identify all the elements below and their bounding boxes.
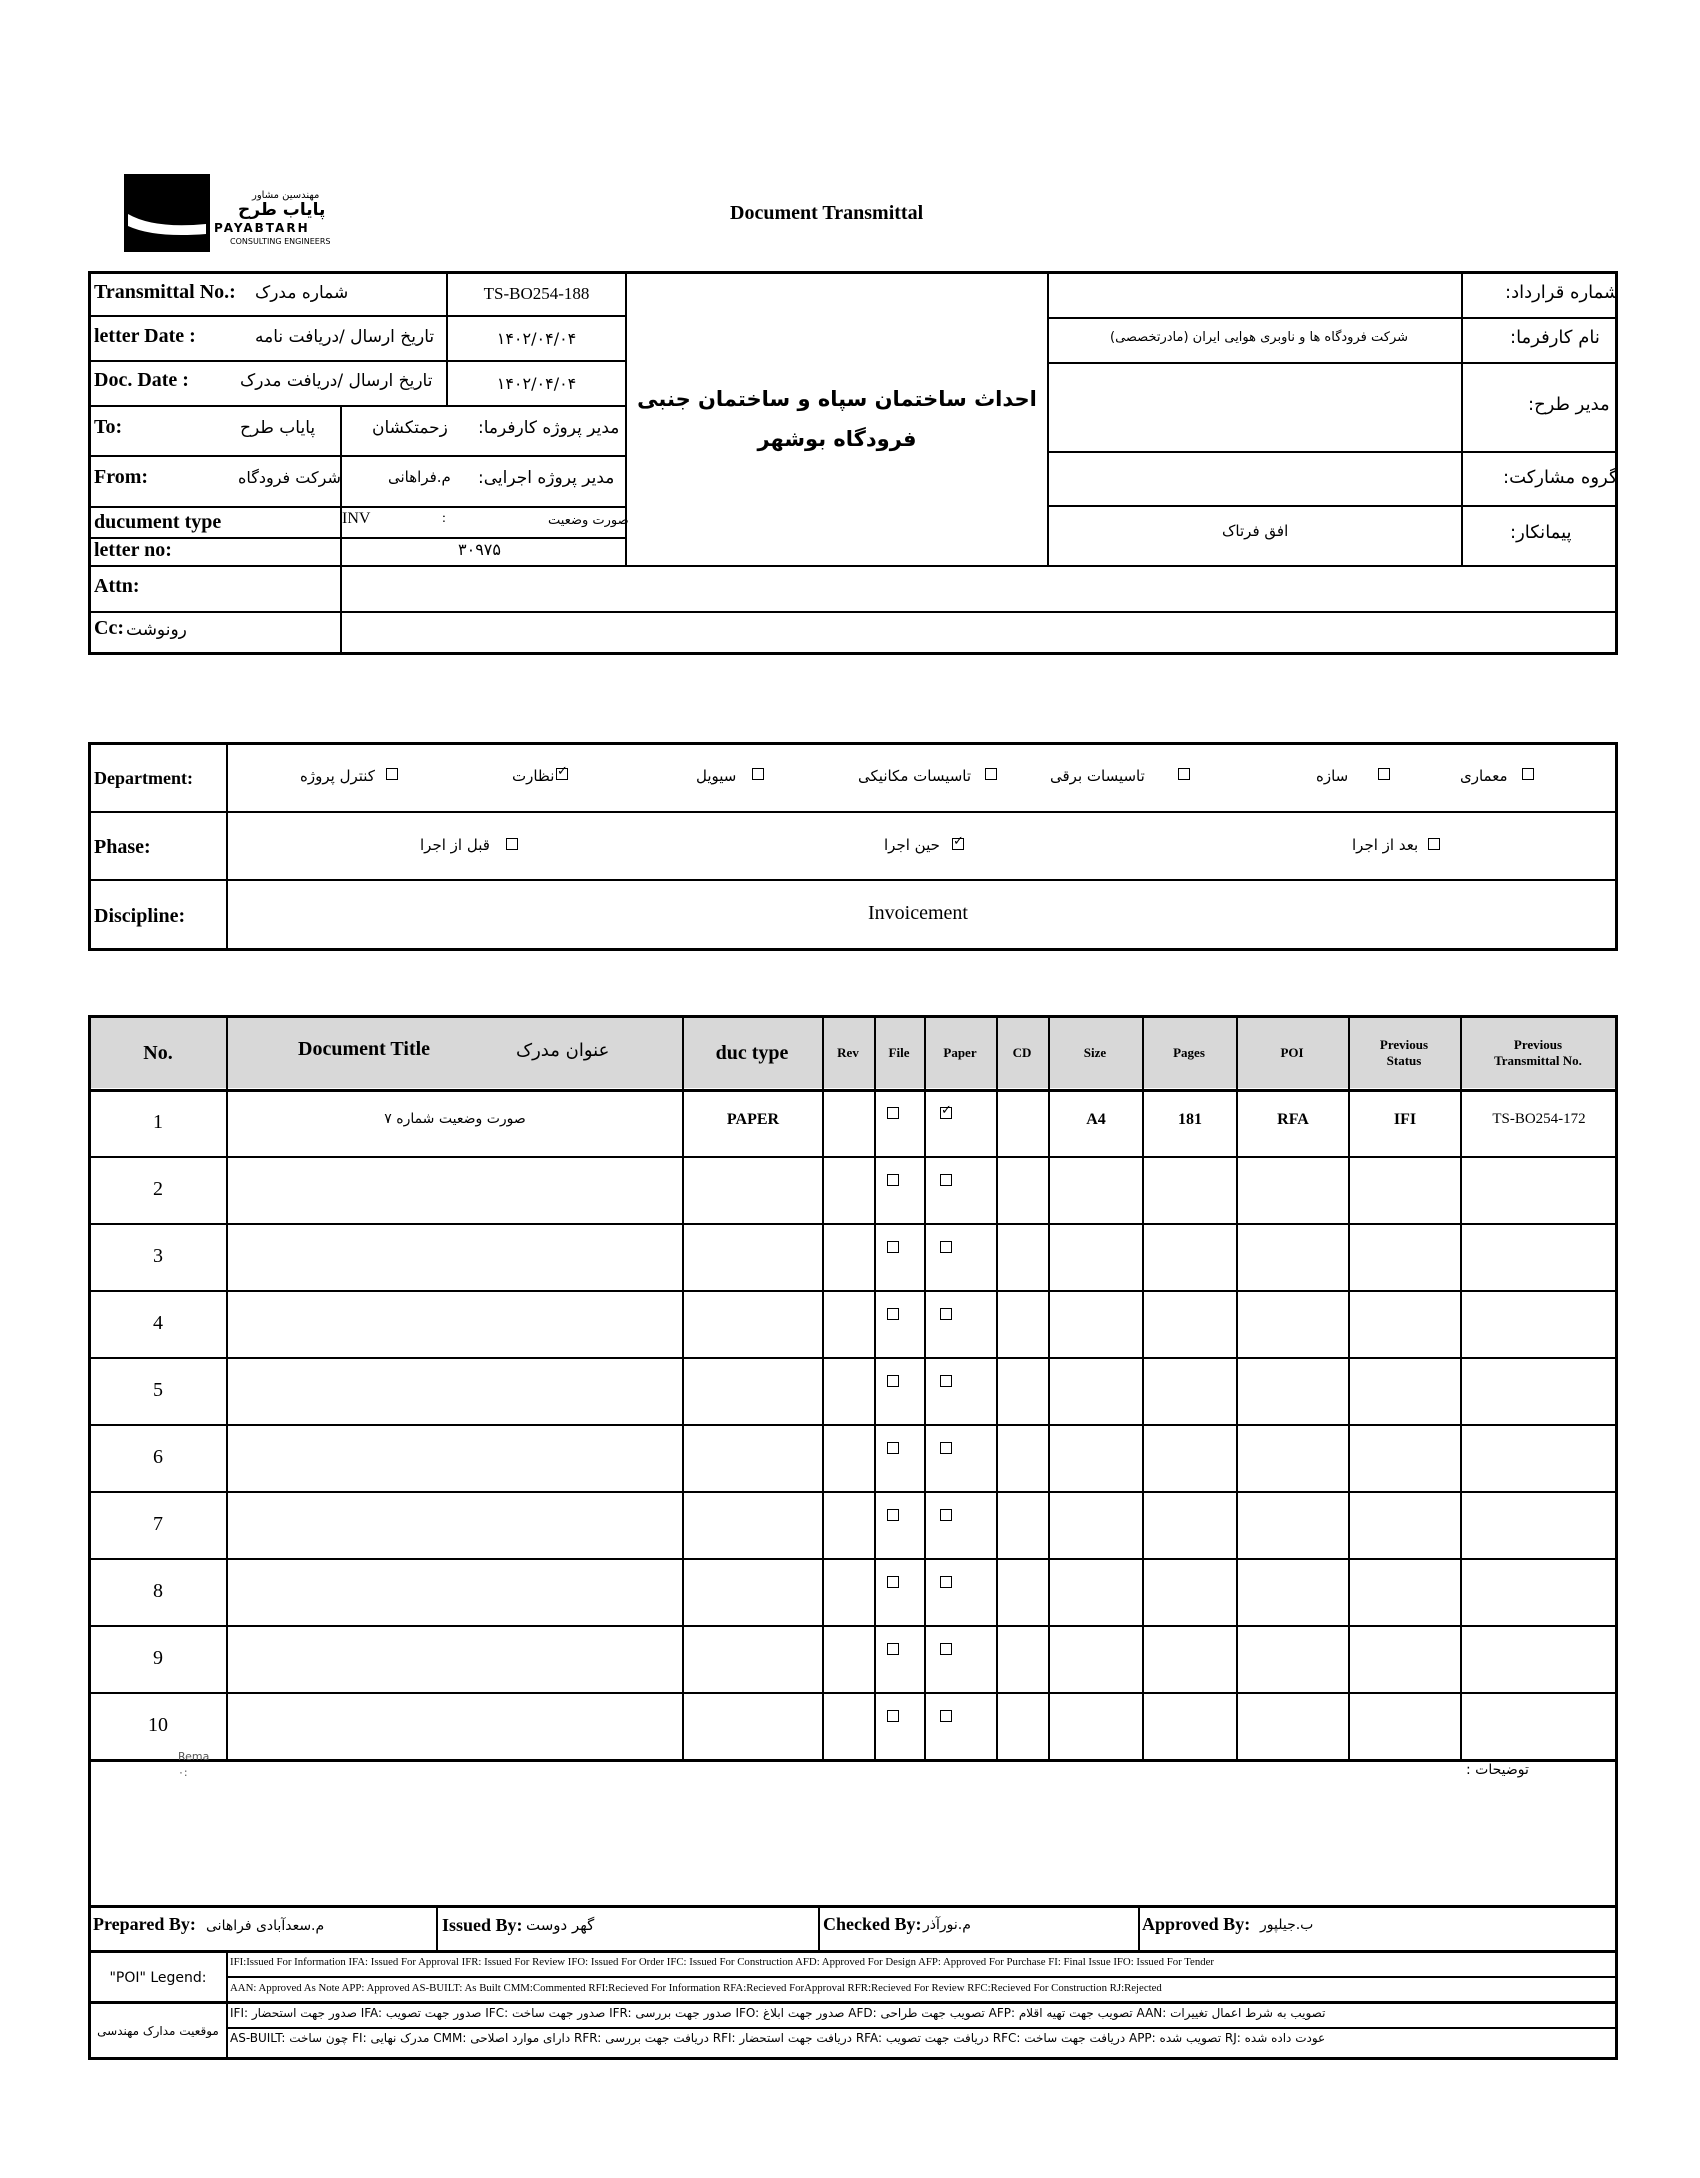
department-option-label: تاسیسات مکانیکی: [858, 767, 972, 785]
doc-location-label: موقعیت مدارک مهندسی: [97, 2023, 219, 2038]
cell-cd: [998, 1493, 1048, 1556]
paper-checkbox[interactable]: [940, 1375, 952, 1387]
doctype-value: INV: [342, 510, 371, 527]
file-checkbox[interactable]: [887, 1308, 899, 1320]
cell-prev_status: [1350, 1225, 1460, 1288]
cell-poi: RFA: [1277, 1111, 1309, 1128]
doc-date-fa: تاریخ ارسال /دریافت مدرک: [240, 371, 433, 391]
cell-title: [228, 1359, 682, 1422]
letter-date-label: letter Date :: [94, 325, 196, 347]
cell-prev_trans: [1462, 1627, 1616, 1690]
cell-title: [228, 1627, 682, 1690]
employer-label: نام کارفرما:: [1510, 327, 1600, 348]
cell-poi: [1238, 1694, 1348, 1757]
cell-rev: [824, 1627, 874, 1690]
phase-checkbox[interactable]: [952, 838, 964, 850]
cell-cd: [998, 1359, 1048, 1422]
cell-size: [1050, 1292, 1142, 1355]
cell-prev_trans: [1462, 1694, 1616, 1757]
project-title-line2: فرودگاه بوشهر: [757, 427, 917, 451]
contract-no-label: شماره قرارداد:: [1505, 282, 1620, 303]
cell-size: [1050, 1493, 1142, 1556]
cell-cd: [998, 1292, 1048, 1355]
page-title: Document Transmittal: [730, 202, 924, 224]
cell-prev_trans: TS-BO254-172: [1492, 1111, 1586, 1127]
cell-cd: [998, 1560, 1048, 1623]
legend-line1: IFI:Issued For Information IFA: Issued For Approval IFR: Issued For Review IFO: Issued For Order IFC: Issued For Construction AFD: Approved For Design AFP: Approved For Purchase FI: Final Issue IFO: Issued For Tender: [230, 1956, 1215, 1968]
phase-label: Phase:: [94, 836, 151, 858]
cell-prev_status: [1350, 1359, 1460, 1422]
cell-pages: [1144, 1158, 1236, 1221]
doctype-colon: :: [442, 511, 446, 526]
cell-type: PAPER: [726, 1111, 780, 1128]
remarks-en: Rema: [178, 1750, 210, 1763]
cell-no: 3: [153, 1245, 163, 1267]
col-no-header: No.: [143, 1041, 173, 1064]
logo-en-sub: CONSULTING ENGINEERS: [230, 237, 331, 246]
file-checkbox[interactable]: [887, 1643, 899, 1655]
cell-no: 6: [153, 1446, 163, 1468]
from-label: From:: [94, 466, 149, 488]
file-checkbox[interactable]: [887, 1107, 899, 1119]
col-paper-header: Paper: [943, 1045, 977, 1060]
approved-label: Approved By:: [1142, 1914, 1251, 1934]
logo-mark-icon: [124, 174, 210, 252]
from-value: شرکت فرودگاه: [238, 468, 341, 487]
cell-poi: [1238, 1158, 1348, 1221]
cell-type: [684, 1627, 822, 1690]
department-option-label: تاسیسات برقی: [1050, 767, 1145, 785]
cell-no: 8: [153, 1580, 163, 1602]
cell-no: 10: [148, 1714, 168, 1736]
cell-pages: [1144, 1694, 1236, 1757]
cell-pages: [1144, 1359, 1236, 1422]
doc-date-value: ۱۴۰۲/۰۴/۰۴: [496, 374, 577, 393]
cell-no: 4: [153, 1312, 163, 1334]
prev-trans-line1: Previous: [1513, 1037, 1563, 1052]
cell-cd: [998, 1426, 1048, 1489]
col-file-header: File: [888, 1045, 910, 1060]
cell-prev_trans: [1462, 1560, 1616, 1623]
col-prev-trans-header: [1460, 1017, 1616, 1089]
cell-rev: [824, 1359, 874, 1422]
cell-prev_trans: [1462, 1426, 1616, 1489]
doc-date-label: Doc. Date :: [94, 369, 189, 391]
cell-type: [684, 1158, 822, 1221]
cell-prev_status: [1350, 1493, 1460, 1556]
file-checkbox[interactable]: [887, 1509, 899, 1521]
project-title-line1: احداث ساختمان سپاه و ساختمان جنبی: [637, 387, 1037, 411]
file-checkbox[interactable]: [887, 1241, 899, 1253]
to-value: پایاب طرح: [240, 418, 316, 438]
department-option-label: نظارت: [512, 767, 555, 785]
department-option-label: کنترل پروژه: [300, 767, 375, 785]
cell-size: [1050, 1627, 1142, 1690]
discipline-label: Discipline:: [94, 905, 186, 927]
to-pm-value: زحمتکشان: [372, 418, 448, 438]
cell-title: [228, 1493, 682, 1556]
from-pm-value: م.فراهانی: [388, 468, 451, 486]
contractor-label: پیمانکار:: [1510, 522, 1572, 543]
cell-prev_trans: [1462, 1359, 1616, 1422]
cell-prev_status: [1350, 1694, 1460, 1757]
cell-no: 2: [153, 1178, 163, 1200]
cell-pages: [1144, 1426, 1236, 1489]
transmittal-no-value: TS-BO254-188: [483, 284, 590, 303]
col-size-header: Size: [1083, 1045, 1107, 1060]
cell-prev_status: [1350, 1292, 1460, 1355]
department-checkbox[interactable]: [386, 768, 398, 780]
cell-no: 1: [153, 1111, 163, 1133]
cell-poi: [1238, 1560, 1348, 1623]
cell-pages: [1144, 1627, 1236, 1690]
cell-pages: [1144, 1225, 1236, 1288]
company-logo: [124, 174, 339, 254]
cell-cd: [998, 1225, 1048, 1288]
cell-pages: [1144, 1560, 1236, 1623]
cell-type: [684, 1560, 822, 1623]
issued-label: Issued By:: [442, 1915, 523, 1935]
cell-type: [684, 1292, 822, 1355]
file-checkbox[interactable]: [887, 1174, 899, 1186]
department-checkbox[interactable]: [1378, 768, 1390, 780]
prepared-label: Prepared By:: [93, 1914, 196, 1934]
cell-poi: [1238, 1426, 1348, 1489]
cell-type: [684, 1359, 822, 1422]
cell-type: [684, 1493, 822, 1556]
cc-fa: رونوشت: [126, 620, 187, 640]
file-checkbox[interactable]: [887, 1576, 899, 1588]
department-option-label: سازه: [1316, 767, 1349, 785]
remarks-en2: ۰:: [178, 1766, 188, 1779]
cell-type: [684, 1426, 822, 1489]
cell-size: [1050, 1560, 1142, 1623]
file-checkbox[interactable]: [887, 1442, 899, 1454]
from-pm-label: مدیر پروژه اجرایی:: [478, 468, 615, 488]
legend-line4: AS-BUILT: چون ساخت FI: مدرک نهایی CMM: دارای موارد اصلاحی RFR: دریافت جهت بررسی RFI: دریافت جهت استحضار RFA: دریافت جهت تصویب RFC: دریافت جهت ساخت APP: تصویب شده RJ: عودت داده شده: [230, 2031, 1326, 2045]
paper-checkbox[interactable]: [940, 1710, 952, 1722]
cell-rev: [824, 1091, 874, 1154]
cell-prev_trans: [1462, 1292, 1616, 1355]
cell-poi: [1238, 1627, 1348, 1690]
phase-checkbox[interactable]: [506, 838, 518, 850]
cell-rev: [824, 1426, 874, 1489]
paper-checkbox[interactable]: [940, 1241, 952, 1253]
paper-checkbox[interactable]: [940, 1576, 952, 1588]
transmittal-no-fa: شماره مدرک: [255, 283, 349, 303]
department-option-label: معماری: [1460, 767, 1508, 785]
cell-prev_status: [1350, 1627, 1460, 1690]
cell-rev: [824, 1158, 874, 1221]
logo-fa-name: پایاب طرح: [238, 200, 326, 220]
prepared-value: م.سعدآبادی فراهانی: [206, 1918, 325, 1934]
checked-label: Checked By:: [823, 1914, 922, 1934]
cell-prev_trans: [1462, 1225, 1616, 1288]
cell-size: A4: [1086, 1111, 1106, 1128]
doctype-fa: صورت وضعیت: [548, 513, 629, 528]
logo-fa-small: مهندسین مشاور: [252, 190, 320, 201]
cell-cd: [998, 1091, 1048, 1154]
cc-label: Cc:: [94, 617, 124, 639]
to-pm-label: مدیر پروژه کارفرما:: [478, 418, 620, 438]
project-title: [627, 273, 1047, 565]
prev-status-line2: Status: [1386, 1053, 1422, 1068]
legend-line2: AAN: Approved As Note APP: Approved AS-BUILT: As Built CMM:Commented RFI:Recieved For Information RFA:Recieved ForApproval RFR:Recieved For Review RFC:Recieved For Construction RJ:Rejected: [230, 1982, 1162, 1994]
paper-checkbox[interactable]: [940, 1174, 952, 1186]
letterno-label: letter no:: [94, 539, 172, 561]
contractor-value: افق فرتاک: [1222, 522, 1289, 540]
cell-pages: [1144, 1493, 1236, 1556]
department-checkbox[interactable]: [1522, 768, 1534, 780]
checked-value: م.نورآذر: [923, 1917, 971, 1933]
letter-date-value: ۱۴۰۲/۰۴/۰۴: [496, 329, 577, 348]
cell-poi: [1238, 1359, 1348, 1422]
file-checkbox[interactable]: [887, 1710, 899, 1722]
cell-prev_status: [1350, 1426, 1460, 1489]
cell-rev: [824, 1493, 874, 1556]
col-title-en-header: Document Title: [298, 1038, 431, 1060]
doctype-label: ducument type: [94, 511, 222, 533]
cell-rev: [824, 1225, 874, 1288]
to-label: To:: [94, 416, 123, 438]
cell-size: [1050, 1158, 1142, 1221]
cell-title: [228, 1225, 682, 1288]
cell-prev_trans: [1462, 1158, 1616, 1221]
cell-title: صورت وضعیت شماره ۷: [384, 1111, 526, 1127]
discipline-value: Invoicement: [868, 902, 968, 924]
cell-cd: [998, 1694, 1048, 1757]
paper-checkbox[interactable]: [940, 1643, 952, 1655]
cell-rev: [824, 1694, 874, 1757]
paper-checkbox[interactable]: [940, 1107, 952, 1119]
cell-size: [1050, 1225, 1142, 1288]
cell-title: [228, 1426, 682, 1489]
cell-rev: [824, 1292, 874, 1355]
cell-rev: [824, 1560, 874, 1623]
approved-value: ب.جیلپور: [1260, 1917, 1314, 1933]
remarks-fa: توضیحات :: [1466, 1762, 1529, 1778]
cell-type: [684, 1694, 822, 1757]
phase-option-label: قبل از اجرا: [420, 836, 490, 854]
designer-label: مدیر طرح:: [1528, 394, 1610, 415]
cell-poi: [1238, 1225, 1348, 1288]
paper-checkbox[interactable]: [940, 1308, 952, 1320]
col-title-fa-header: عنوان مدرک: [516, 1040, 610, 1061]
cell-no: 9: [153, 1647, 163, 1669]
partnership-label: گروه مشارکت:: [1503, 467, 1618, 488]
letterno-value: ۳۰۹۷۵: [458, 540, 501, 559]
col-poi-header: POI: [1280, 1045, 1304, 1060]
file-checkbox[interactable]: [887, 1375, 899, 1387]
legend-line3: IFI: صدور جهت استحضار IFA: صدور جهت تصویب IFC: صدور جهت ساخت IFR: صدور جهت بررسی IFO: صدور جهت ابلاغ AFD: تصویب جهت طراحی AFP: تصویب جهت تهیه اقلام AAN: تصویب به شرط اعمال تغییرات: [230, 2006, 1326, 2020]
attn-label: Attn:: [94, 575, 140, 597]
cell-pages: 181: [1178, 1111, 1202, 1128]
cell-cd: [998, 1627, 1048, 1690]
cell-cd: [998, 1158, 1048, 1221]
letter-date-fa: تاریخ ارسال /دریافت نامه: [255, 327, 435, 347]
poi-legend-label: "POI" Legend:: [109, 1970, 207, 1986]
logo-en-name: PAYABTARH: [214, 221, 310, 235]
issued-value: گهر دوست: [526, 1916, 595, 1934]
prev-trans-line2: Transmittal No.: [1494, 1053, 1582, 1068]
phase-option-label: حین اجرا: [884, 836, 940, 854]
department-checkbox[interactable]: [752, 768, 764, 780]
cell-pages: [1144, 1292, 1236, 1355]
col-cd-header: CD: [1012, 1045, 1032, 1060]
department-checkbox[interactable]: [985, 768, 997, 780]
paper-checkbox[interactable]: [940, 1442, 952, 1454]
phase-option-label: بعد از اجرا: [1352, 836, 1419, 854]
cell-prev_status: [1350, 1158, 1460, 1221]
cell-size: [1050, 1426, 1142, 1489]
cell-type: [684, 1225, 822, 1288]
department-checkbox[interactable]: [556, 768, 568, 780]
cell-poi: [1238, 1493, 1348, 1556]
cell-title: [228, 1560, 682, 1623]
cell-prev_status: [1350, 1560, 1460, 1623]
employer-value: شرکت فرودگاه ها و ناوبری هوایی ایران (مادرتخصصی): [1110, 330, 1409, 345]
department-label: Department:: [94, 768, 193, 788]
cell-no: 5: [153, 1379, 163, 1401]
paper-checkbox[interactable]: [940, 1509, 952, 1521]
cell-title: [228, 1292, 682, 1355]
col-rev-header: Rev: [837, 1045, 859, 1060]
department-checkbox[interactable]: [1178, 768, 1190, 780]
cell-no: 7: [153, 1513, 163, 1535]
cell-size: [1050, 1694, 1142, 1757]
cell-prev_trans: [1462, 1493, 1616, 1556]
col-prev-status-header: [1348, 1017, 1460, 1089]
col-pages-header: Pages: [1173, 1045, 1205, 1060]
cell-title: [228, 1694, 682, 1757]
cell-title: [228, 1158, 682, 1221]
cell-prev_status: IFI: [1393, 1111, 1417, 1128]
col-type-header: duc type: [715, 1041, 789, 1064]
cell-size: [1050, 1359, 1142, 1422]
prev-status-line1: Previous: [1379, 1037, 1429, 1052]
phase-checkbox[interactable]: [1428, 838, 1440, 850]
transmittal-no-label: Transmittal No.:: [94, 281, 236, 303]
department-option-label: سیویل: [696, 767, 737, 785]
cell-poi: [1238, 1292, 1348, 1355]
